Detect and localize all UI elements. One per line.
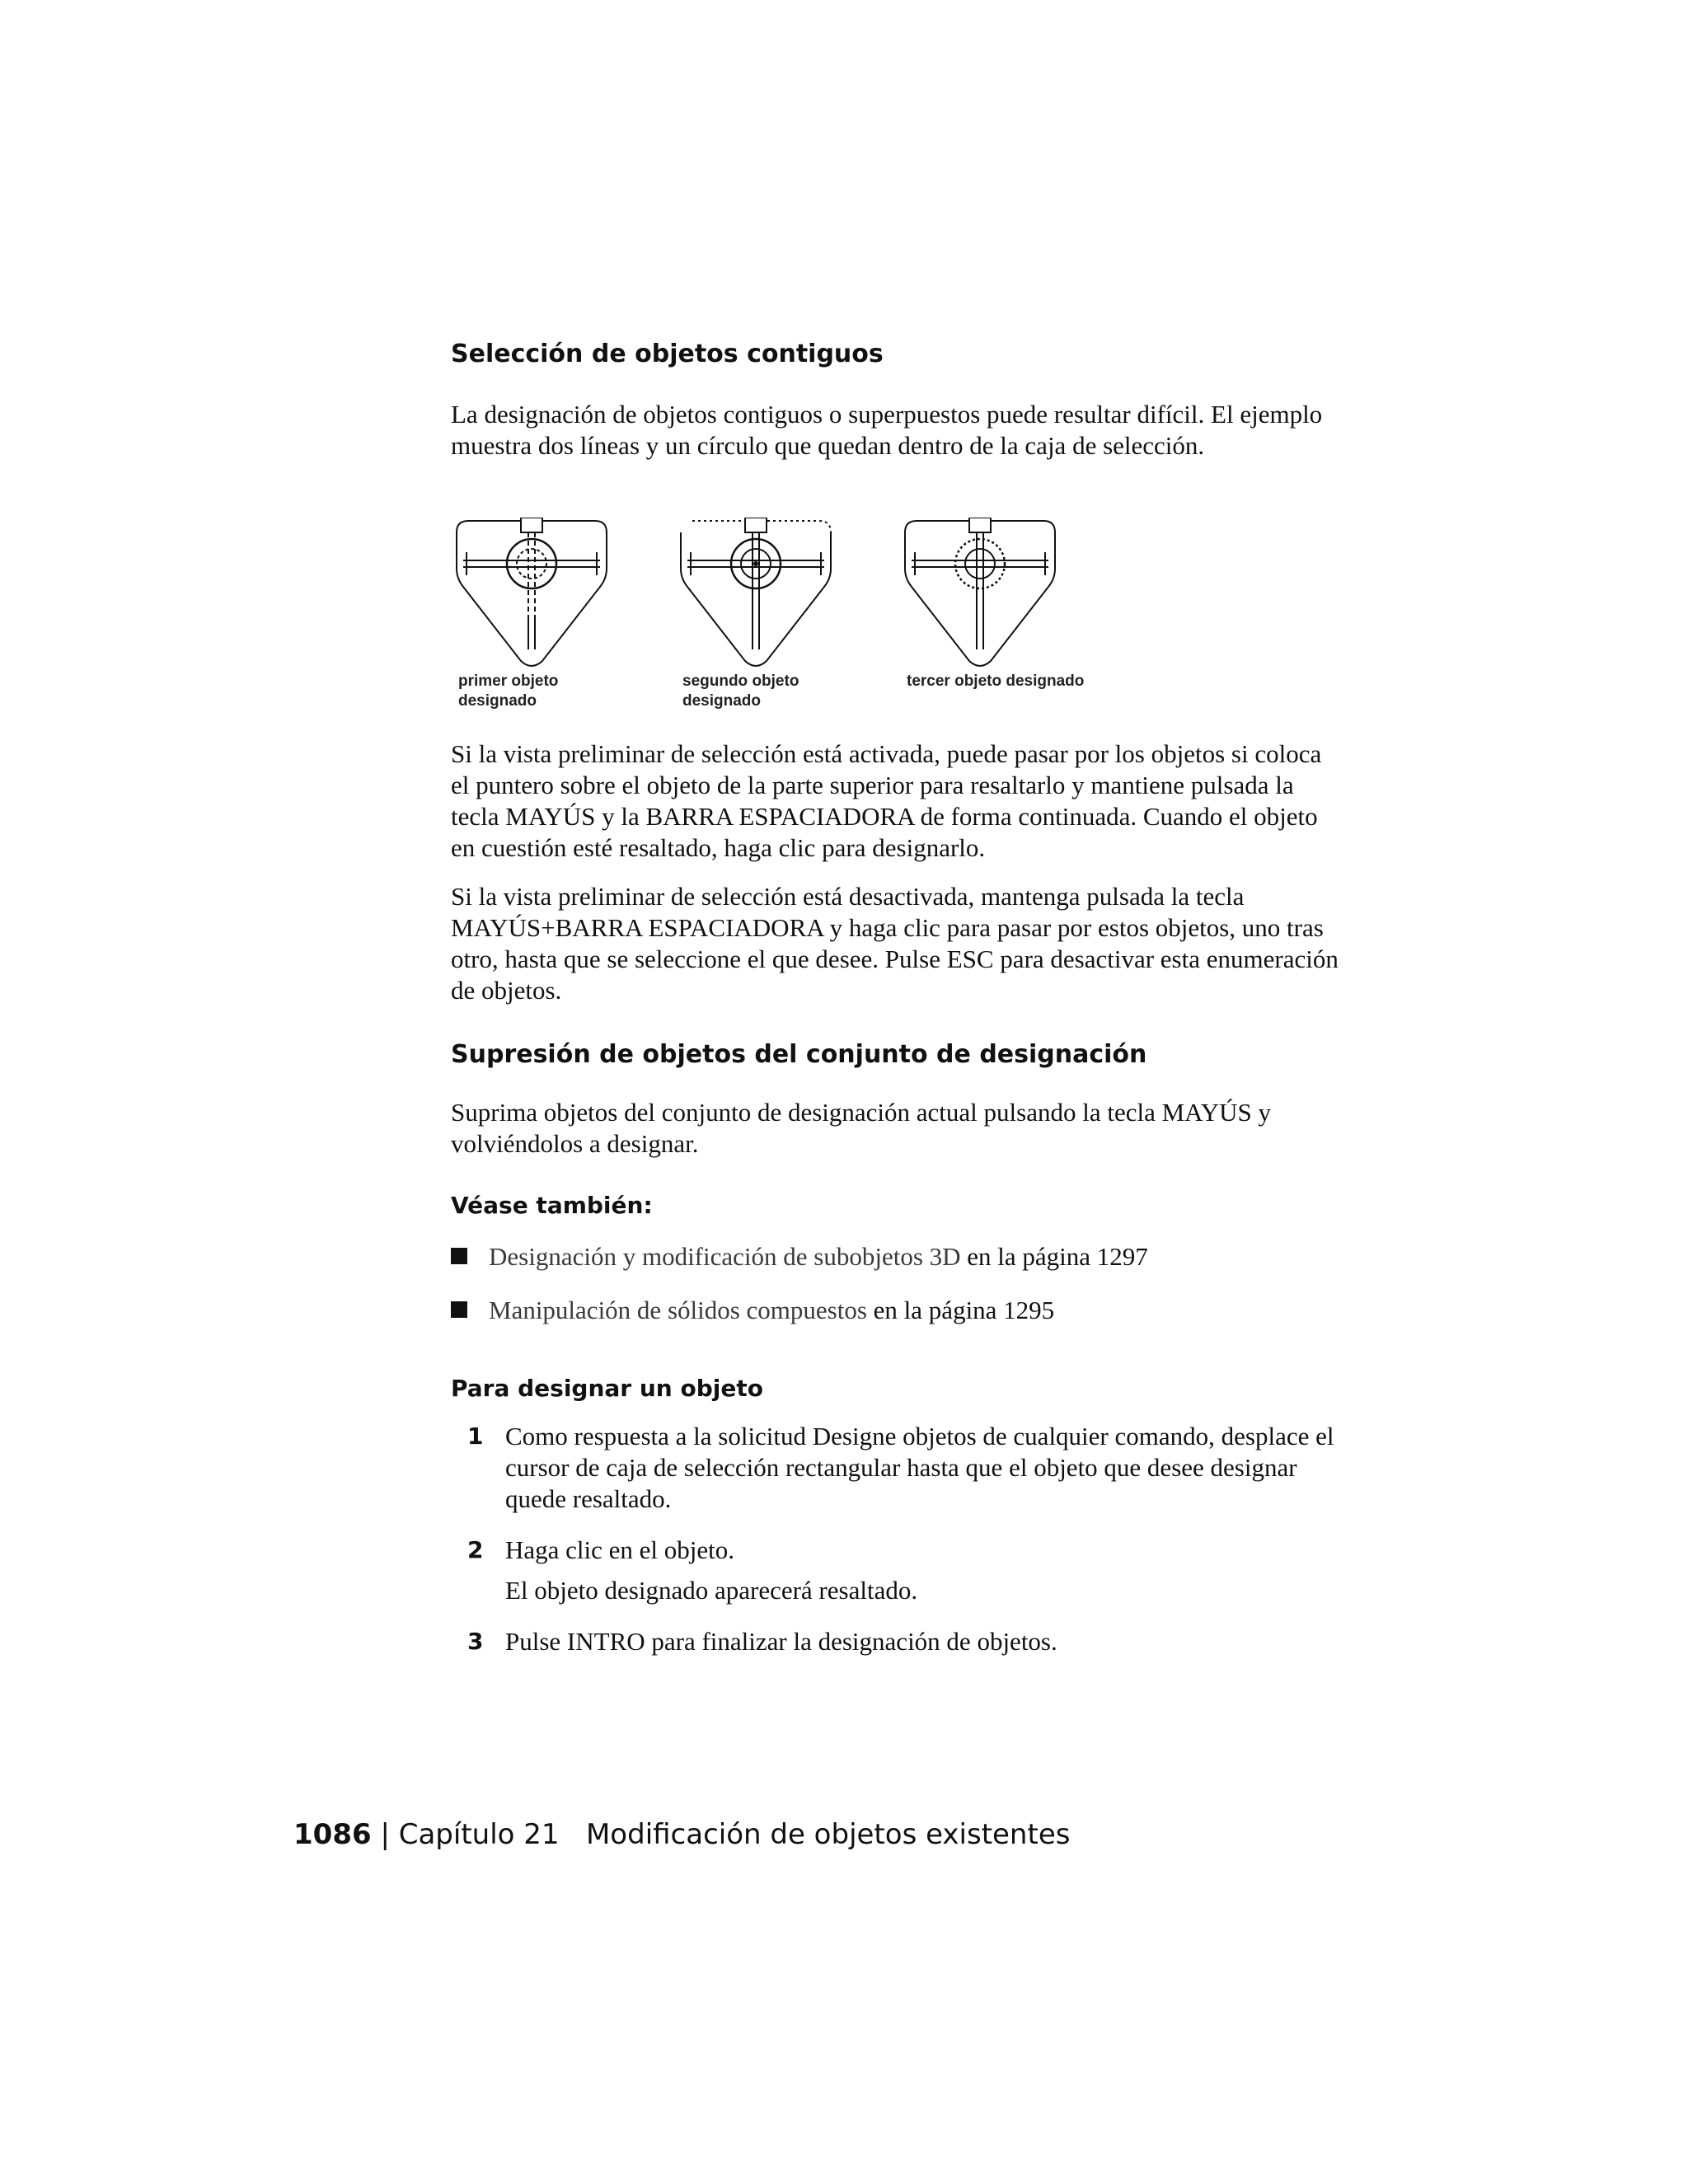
step-text: Pulse INTRO para finalizar la designación de objetos. xyxy=(505,1627,1057,1656)
section-heading-contiguous: Selección de objetos contiguos xyxy=(451,340,884,368)
step-number: 1 xyxy=(467,1422,484,1450)
paragraph-preview-on: Si la vista preliminar de selección está activada, puede pasar por los objetos si coloca el puntero sobre el objeto de la parte superior para resaltarlo y mantiene pulsada la tecla MAYÚS y la BARRA ESPACIADORA de forma continuada. Cuando el objeto en cuestión esté resaltado, haga clic para designarlo. xyxy=(451,739,1322,862)
see-also-heading: Véase también: xyxy=(451,1192,653,1219)
figure-caption-2: segundo objeto designado xyxy=(682,673,799,710)
section-heading-removal: Supresión de objetos del conjunto de designación xyxy=(451,1040,1147,1069)
chapter-label: Capítulo 21 xyxy=(398,1818,560,1851)
intro-paragraph: La designación de objetos contiguos o superpuestos puede resultar difícil. El ejemplo muestra dos líneas y un círculo que quedan dentro de la caja de selección. xyxy=(451,400,1323,460)
step-text: Como respuesta a la solicitud Designe objetos de cualquier comando, desplace el cursor de caja de selección rectangular hasta que el objeto que desee designar quede resaltado. xyxy=(505,1422,1334,1513)
figure-second-object xyxy=(678,518,834,670)
figure-caption-3: tercer objeto designado xyxy=(907,673,1085,690)
link-subobjects-3d[interactable]: Designación y modificación de subobjetos 3D xyxy=(489,1242,961,1271)
figure-first-object xyxy=(453,518,610,670)
step-note: El objeto designado aparecerá resaltado. xyxy=(505,1576,918,1605)
bullet-square-icon xyxy=(451,1248,467,1264)
chapter-title: Modificación de objetos existentes xyxy=(585,1818,1071,1851)
paragraph-preview-off: Si la vista preliminar de selección está desactivada, mantenga pulsada la tecla MAYÚS+BARRA ESPACIADORA y haga clic para pasar por estos objetos, uno tras otro, hasta que se seleccione el que desee. Pulse ESC para desactivar esta enumeración de objetos. xyxy=(451,882,1339,1005)
footer-separator: | xyxy=(371,1818,399,1851)
page-number: 1086 xyxy=(293,1818,372,1851)
bullet-square-icon xyxy=(451,1301,467,1318)
removal-paragraph: Suprima objetos del conjunto de designación actual pulsando la tecla MAYÚS y volviéndolos a designar. xyxy=(451,1098,1271,1158)
figure-caption-1: primer objeto designado xyxy=(458,673,559,710)
step-number: 3 xyxy=(467,1628,484,1655)
step-text: Haga clic en el objeto. xyxy=(505,1535,735,1564)
link-composite-solids[interactable]: Manipulación de sólidos compuestos xyxy=(489,1296,867,1324)
step-number: 2 xyxy=(467,1536,484,1563)
procedure-heading: Para designar un objeto xyxy=(451,1375,763,1402)
figure-third-object xyxy=(902,518,1058,670)
page-footer xyxy=(293,1818,1070,1851)
